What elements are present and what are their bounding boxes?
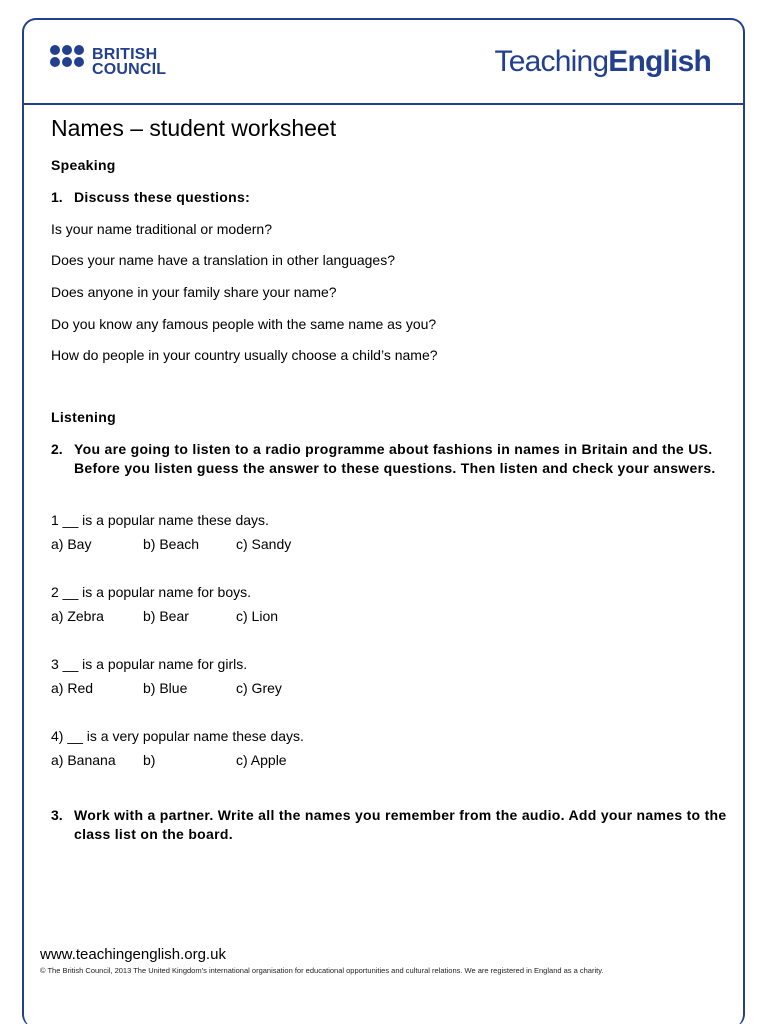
teaching-english-logo (495, 44, 711, 80)
item-4-option-c: c) Apple (236, 752, 287, 768)
item-1-option-a: a) Bay (51, 536, 92, 552)
page-title: Names – student worksheet (51, 115, 337, 141)
bc-line2: COUNCIL (92, 61, 167, 78)
item-2-option-a: a) Zebra (51, 608, 104, 624)
te-light: Teaching (494, 45, 609, 78)
item-1-option-b: b) Beach (143, 536, 200, 552)
item-2-stem: 2 __ is a popular name for boys. (51, 584, 252, 600)
footer-url: www.teachingenglish.org.uk (40, 946, 226, 963)
bc-line1: BRITISH (92, 46, 158, 63)
task2-instruction: You are going to listen to a radio programme about fashions in names in Britain and the US. Before you listen guess the answer to these questions. Then listen and check your answers. (74, 441, 716, 476)
item-3-option-b: b) Blue (143, 680, 188, 696)
item-3-option-c: c) Grey (236, 680, 282, 696)
question-3: Does anyone in your family share your name? (51, 284, 337, 300)
item-4-option-b: b) (143, 752, 156, 768)
speaking-heading: Speaking (51, 157, 116, 173)
footer-copyright: © The British Council, 2013 The United Kingdom’s international organisation for educational opportunities and cultural relations. We are registered in England as a charity. (40, 966, 604, 975)
task1-instruction: Discuss these questions: (74, 189, 251, 205)
question-4: Do you know any famous people with the same name as you? (51, 316, 437, 332)
listening-heading: Listening (51, 409, 116, 425)
british-council-logo (50, 44, 166, 80)
item-1-stem: 1 __ is a popular name these days. (51, 512, 269, 528)
item-2-option-b: b) Bear (143, 608, 189, 624)
item-2-option-c: c) Lion (236, 608, 279, 624)
item-3-option-a: a) Red (51, 680, 94, 696)
item-3-stem: 3 __ is a popular name for girls. (51, 656, 248, 672)
task3-instruction: Work with a partner. Write all the names you remember from the audio. Add your names to the class list on the board. (74, 807, 727, 842)
british-council-wordmark (92, 47, 166, 77)
question-2: Does your name have a translation in other languages? (51, 252, 395, 268)
item-1-option-c: c) Sandy (236, 536, 292, 552)
task1-number: 1. (51, 189, 63, 205)
question-5: How do people in your country usually choose a child’s name? (51, 347, 438, 363)
task2-number: 2. (51, 441, 63, 457)
british-council-dots-icon (50, 45, 86, 79)
item-4-stem: 4) __ is a very popular name these days. (51, 728, 304, 744)
header-divider (22, 103, 745, 105)
te-bold: English (608, 45, 711, 78)
task3-number: 3. (51, 807, 63, 823)
item-4-option-a: a) Banana (51, 752, 116, 768)
question-1: Is your name traditional or modern? (51, 221, 272, 237)
